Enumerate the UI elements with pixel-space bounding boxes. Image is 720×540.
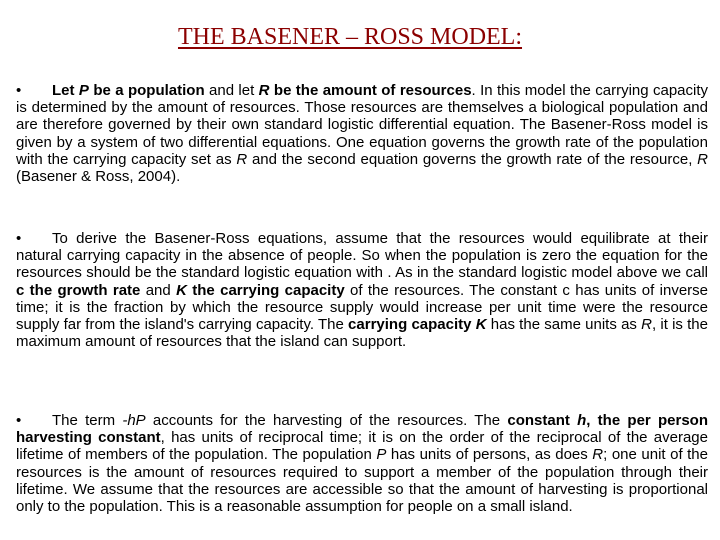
paragraph-text [16, 82, 708, 185]
text-segment: The term [52, 412, 123, 429]
text-segment: has the same units as [486, 316, 642, 334]
text-segment: the carrying capacity [186, 281, 345, 299]
text-segment: P [376, 446, 387, 464]
text-segment: has units of persons, as does [386, 446, 593, 464]
text-segment: -hP [122, 412, 146, 429]
paragraph-population [16, 82, 708, 185]
paragraph-derivation [16, 230, 708, 350]
text-segment: be the amount of resources [269, 82, 472, 99]
text-segment: . In this model the carrying capacity is determined by the amount of resources. Those resources are themselves a biological population and are therefore governed by their own standard logistic differential equation. The Basener-Ross model is given by a system of two differential equations. One equation governs the growth rate of the population with the carrying capacity set as [16, 82, 709, 168]
text-segment: and let [204, 82, 259, 99]
text-segment: To derive the Basener-Ross equations, assume that the resources would equilibrate at their natural carrying capacity in the absence of people. So when the population is zero the equation for the resources should be the standard logistic equation with . As in the standard logistic model above we call [16, 230, 708, 282]
text-segment: , the per person harvesting constant [16, 412, 709, 447]
text-segment: R [697, 150, 708, 168]
paragraph-text [16, 230, 708, 350]
text-segment: h [577, 412, 587, 429]
bullet-icon: • [16, 82, 22, 99]
text-segment: R [641, 316, 652, 334]
bullet-icon: • [16, 412, 22, 429]
text-segment: P [78, 82, 89, 99]
text-segment: R [258, 82, 270, 99]
text-segment: ; one unit of the resources is the amount of resources required to support a member of the population through their lifetime. We assume that the resources are accessible so that the amount of harvesting is proportional only to the population. This is a reasonable assumption for people on a small island. [16, 446, 708, 516]
text-segment: , has units of reciprocal time; it is on the order of the reciprocal of the average lifetime of members of the population. The population [16, 429, 708, 464]
text-segment: R [236, 150, 248, 168]
text-segment: (Basener & Ross, 2004). [16, 168, 181, 186]
text-segment: of the resources. The constant c has units of inverse time; it is the fraction by which the resource supply would increase per unit time were the resource supply far from the island's carrying capacity. The [16, 281, 709, 334]
text-segment: , it is the maximum amount of resources that the island can support. [16, 316, 708, 351]
bullet-icon: • [16, 230, 22, 247]
text-segment: accounts for the harvesting of the resources. The [145, 412, 508, 429]
text-segment: K [176, 281, 187, 299]
text-segment: carrying capacity [348, 316, 476, 334]
text-segment: K [475, 316, 487, 334]
paragraph-harvesting [16, 412, 708, 515]
text-segment: R [592, 446, 604, 464]
slide-title: THE BASENER – ROSS MODEL: [177, 24, 523, 50]
text-segment: be a population [88, 82, 205, 99]
text-segment: and the second equation governs the growth rate of the resource, [247, 150, 698, 168]
text-segment: Let [52, 82, 79, 99]
paragraph-text [16, 412, 708, 515]
text-segment: and [140, 281, 177, 299]
text-segment: c the growth rate [16, 281, 141, 299]
text-segment: constant [507, 412, 578, 429]
